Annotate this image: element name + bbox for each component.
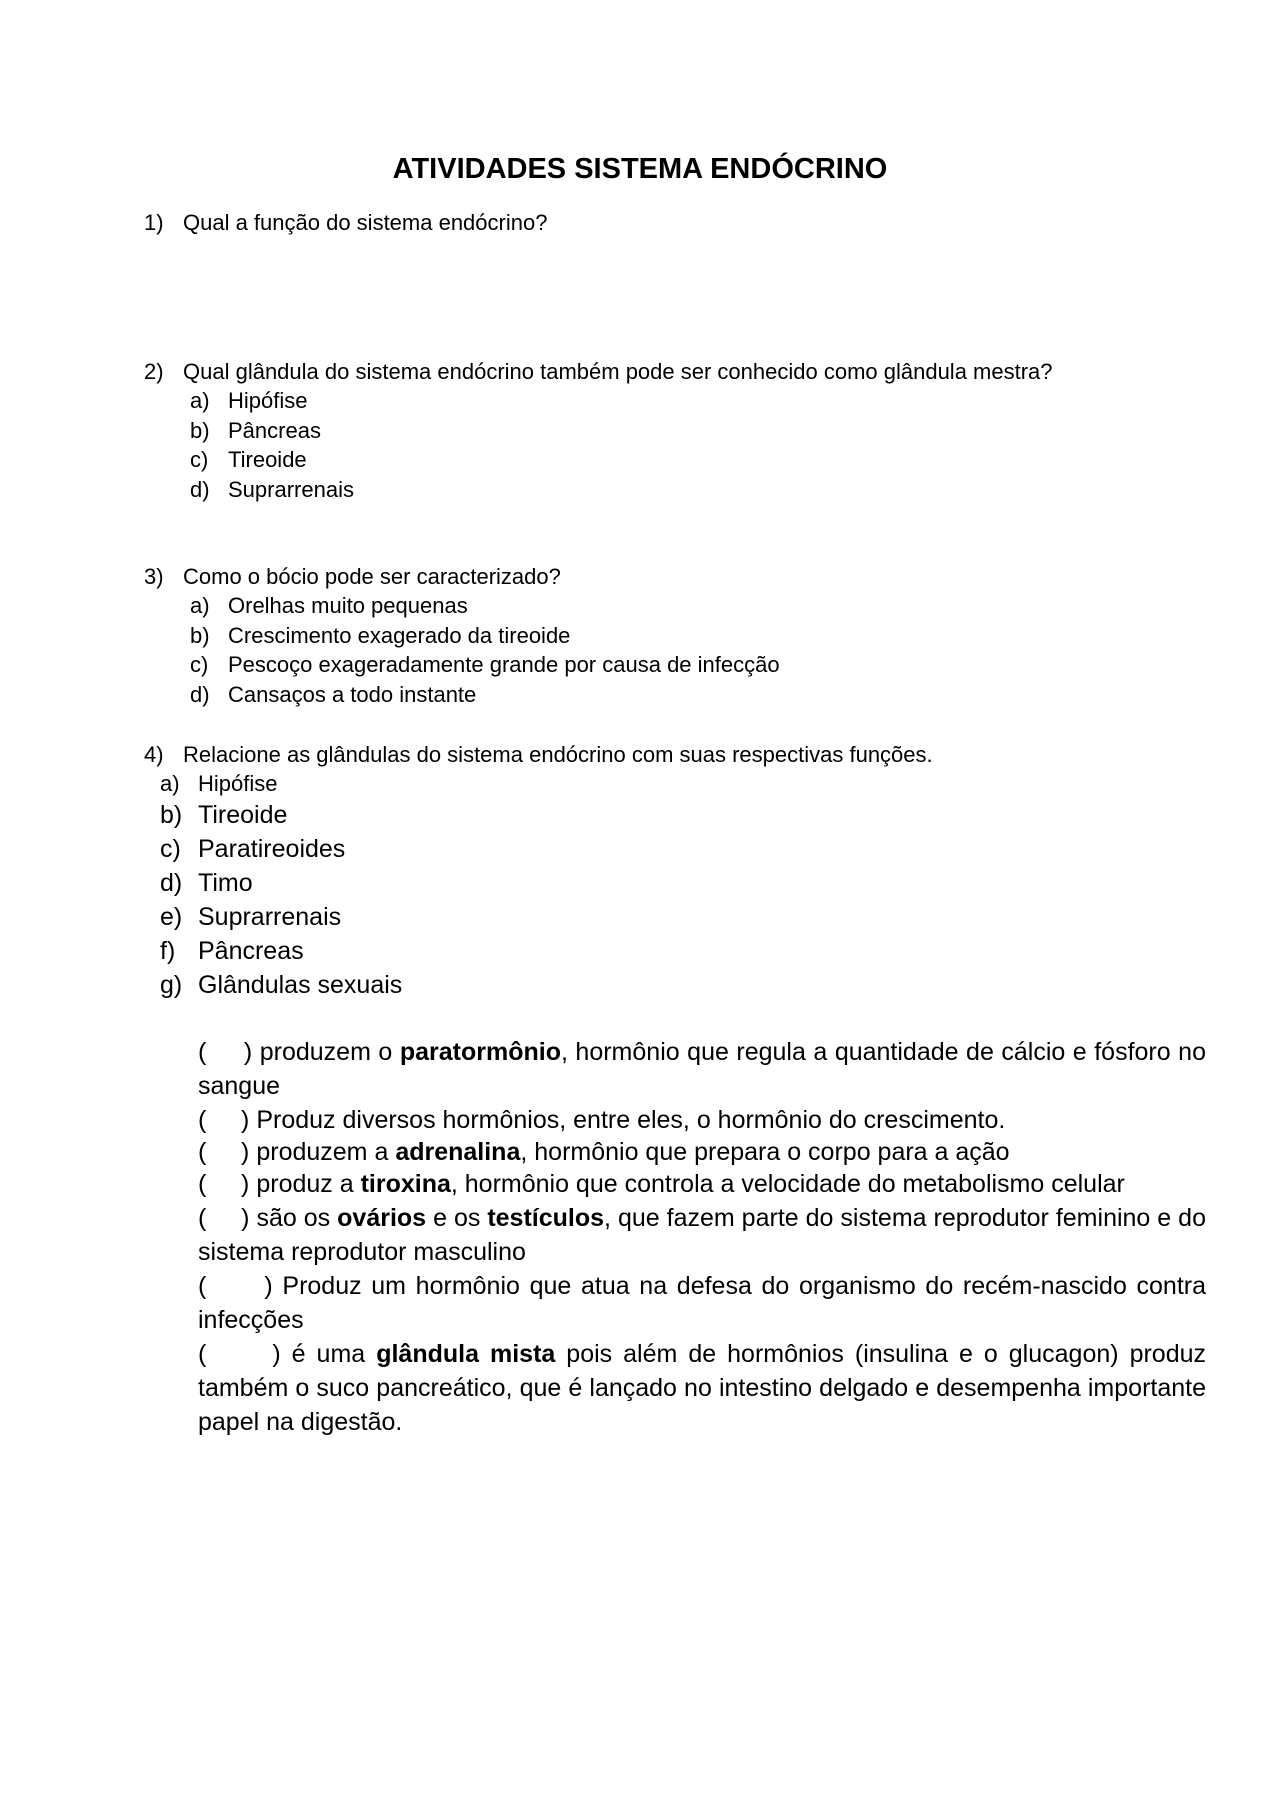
question-2 <box>144 357 1094 504</box>
option-letter: b) <box>190 622 210 648</box>
page-title: ATIVIDADES SISTEMA ENDÓCRINO <box>392 153 888 185</box>
question-3 <box>144 562 1094 709</box>
answer-blank[interactable]: ( ) <box>198 1340 281 1368</box>
match-item <box>198 1035 1206 1103</box>
gland-name: Glândulas sexuais <box>198 971 403 999</box>
answer-blank[interactable]: ( ) <box>198 1106 250 1134</box>
match-text-pre: produzem a <box>249 1138 396 1166</box>
option-text: Pâncreas <box>228 417 321 443</box>
question-text: Como o bócio pode ser caracterizado? <box>183 564 561 589</box>
match-text-pre: Produz um hormônio que atua na defesa do organismo do recém-nascido contra infecções <box>198 1272 1207 1334</box>
match-text-pre: Produz diversos hormônios, entre eles, o hormônio do crescimento. <box>249 1106 1006 1134</box>
question-text: Relacione as glândulas do sistema endócrino com suas respectivas funções. <box>183 742 933 767</box>
match-text-mid: , hormônio que controla a velocidade do metabolismo celular <box>450 1170 1125 1198</box>
question-number: 2) <box>144 359 164 384</box>
option-text: Suprarrenais <box>228 476 354 502</box>
gland-letter: e) <box>160 903 183 931</box>
gland-item <box>160 798 402 832</box>
gland-name: Hipófise <box>198 771 278 796</box>
option-letter: a) <box>190 388 210 413</box>
option-item <box>144 445 1094 475</box>
match-item <box>198 1337 1206 1439</box>
match-item <box>198 1269 1206 1337</box>
gland-item <box>160 968 402 1002</box>
gland-item <box>160 769 402 798</box>
option-letter: c) <box>190 447 209 472</box>
match-keyword: paratormônio <box>399 1038 561 1066</box>
match-keyword: glândula mista <box>376 1340 556 1368</box>
match-keyword: adrenalina <box>395 1138 521 1166</box>
question-text: Qual a função do sistema endócrino? <box>183 210 548 235</box>
option-text: Hipófise <box>228 388 308 413</box>
gland-name: Timo <box>198 869 253 897</box>
answer-blank[interactable]: ( ) <box>198 1038 253 1066</box>
gland-item <box>160 866 402 900</box>
option-letter: a) <box>190 593 210 618</box>
option-letter: d) <box>190 681 210 707</box>
option-item <box>144 650 1094 680</box>
option-item <box>144 680 1094 710</box>
gland-name: Tireoide <box>198 801 288 829</box>
option-item <box>144 475 1094 505</box>
gland-letter: a) <box>160 771 180 796</box>
question-number: 4) <box>144 742 164 767</box>
match-item <box>198 1103 1206 1137</box>
match-text-pre: produz a <box>249 1170 361 1198</box>
option-letter: b) <box>190 417 210 443</box>
option-item <box>144 621 1094 651</box>
answer-blank[interactable]: ( ) <box>198 1204 250 1232</box>
option-letter: d) <box>190 476 210 502</box>
answer-blank[interactable]: ( ) <box>198 1138 250 1166</box>
question-text: Qual glândula do sistema endócrino também pode ser conhecido como glândula mestra? <box>183 359 1053 384</box>
option-text: Crescimento exagerado da tireoide <box>228 622 571 648</box>
option-item <box>144 416 1094 446</box>
match-text-pre: são os <box>249 1204 338 1232</box>
match-item <box>198 1167 1206 1201</box>
match-text-mid: pois além de hormônios (insulina e o glucagon) produz também o suco pancreático, que é lançado no intestino delgado e desempenha importante papel na digestão. <box>198 1340 1207 1436</box>
match-keyword: ovários <box>337 1204 427 1232</box>
option-item <box>144 591 1094 621</box>
match-text-mid: , hormônio que regula a quantidade de cálcio e fósforo no sangue <box>198 1038 1206 1100</box>
option-text: Pescoço exageradamente grande por causa de infecção <box>228 652 780 677</box>
gland-letter: g) <box>160 971 183 999</box>
option-list <box>144 386 1094 504</box>
gland-name: Suprarrenais <box>198 903 342 931</box>
gland-list <box>160 769 402 1002</box>
gland-item <box>160 900 402 934</box>
match-text-mid: e os <box>426 1204 488 1232</box>
gland-letter: c) <box>160 835 181 863</box>
question-4 <box>144 740 1094 769</box>
question-number: 3) <box>144 564 164 589</box>
gland-letter: d) <box>160 869 183 897</box>
question-number: 1) <box>144 210 164 235</box>
option-list <box>144 591 1094 709</box>
gland-letter: b) <box>160 801 183 829</box>
option-letter: c) <box>190 652 209 677</box>
match-list <box>198 1035 1206 1439</box>
option-text: Cansaços a todo instante <box>228 681 477 707</box>
match-text-pre: é uma <box>280 1340 377 1368</box>
match-text-post: , que fazem parte do sistema reprodutor feminino e do sistema reprodutor masculino <box>198 1204 1206 1266</box>
gland-item <box>160 934 402 968</box>
question-1 <box>144 208 1094 237</box>
match-text-mid: , hormônio que prepara o corpo para a ação <box>520 1138 1010 1166</box>
answer-blank[interactable]: ( ) <box>198 1272 273 1300</box>
match-keyword: tiroxina <box>360 1170 451 1198</box>
gland-name: Paratireoides <box>198 835 346 863</box>
gland-item <box>160 832 402 866</box>
match-text-pre: produzem o <box>252 1038 400 1066</box>
gland-name: Pâncreas <box>198 937 304 965</box>
answer-blank[interactable]: ( ) <box>198 1170 250 1198</box>
match-item <box>198 1137 1206 1167</box>
option-item <box>144 386 1094 416</box>
option-text: Tireoide <box>228 447 307 472</box>
match-keyword: testículos <box>487 1204 605 1232</box>
gland-letter: f) <box>160 937 176 965</box>
match-item <box>198 1201 1206 1269</box>
option-text: Orelhas muito pequenas <box>228 593 468 618</box>
